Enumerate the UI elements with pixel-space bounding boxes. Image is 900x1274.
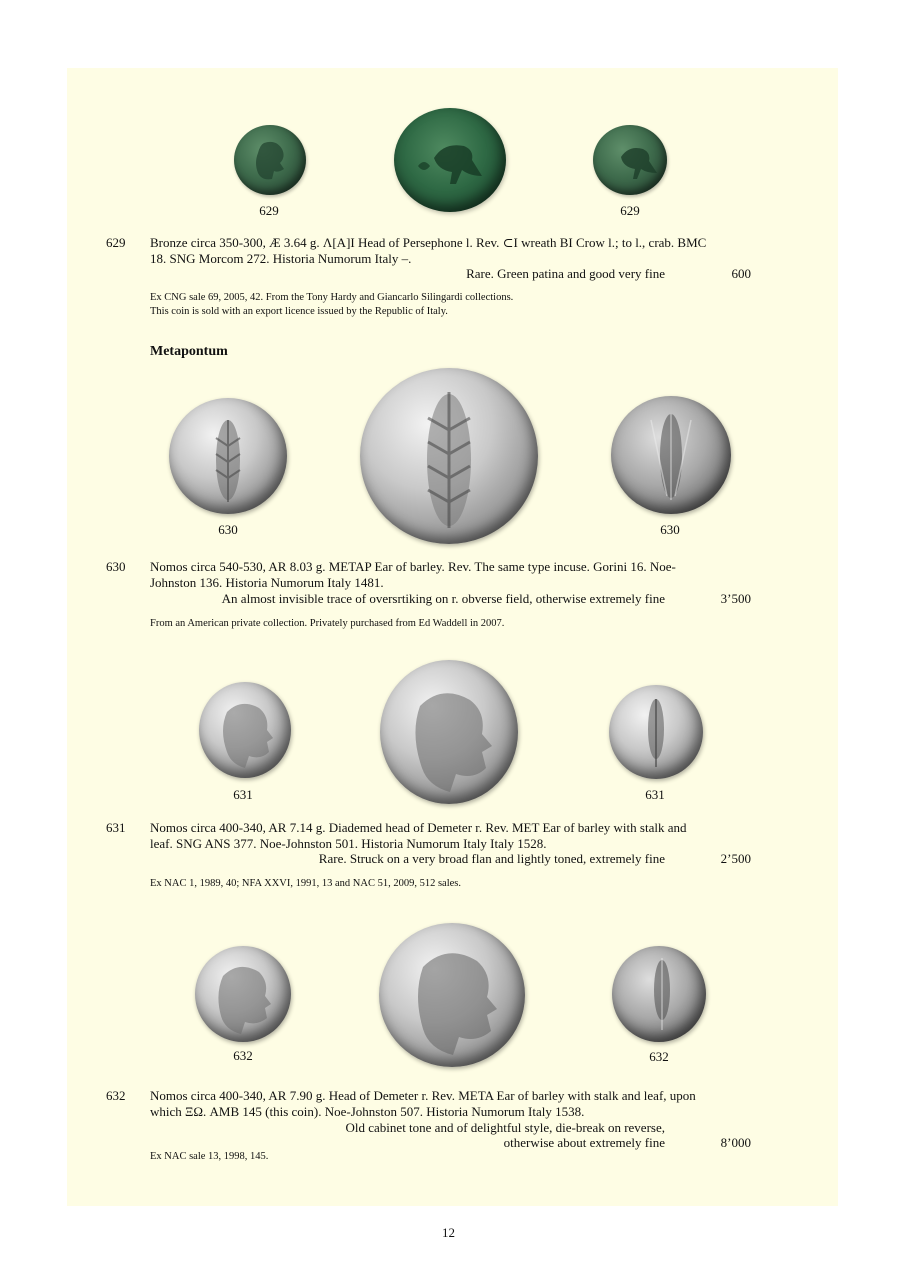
note-line: Ex NAC sale 13, 1998, 145. [150,1151,269,1162]
coin-629-obverse-image [234,125,306,195]
desc-line: 18. SNG Morcom 272. Historia Numorum Italy –. [150,251,412,266]
lot-provenance [150,1150,268,1164]
coin-632-obverse-image [195,946,291,1042]
lot-grade: Rare. Struck on a very broad flan and lightly toned, extremely fine [318,851,665,866]
lot-grade: Rare. Green patina and good very fine [466,266,665,281]
lot-number: 630 [106,559,126,574]
lot-grade-line: otherwise about extremely fine [503,1135,665,1150]
lot-description [150,820,752,852]
note-line: Ex CNG sale 69, 2005, 42. From the Tony Hardy and Giancarlo Silingardi collections. [150,292,514,303]
lot-estimate: 2’500 [720,851,751,866]
lot-provenance [150,291,513,319]
coin-631-large-image [380,660,518,804]
lot-number: 629 [106,235,126,250]
coin-label: 630 [660,522,680,537]
lot-grade-line: Old cabinet tone and of delightful style, die-break on reverse, [345,1120,665,1135]
page-number: 12 [442,1225,455,1240]
desc-line: Bronze circa 350-300, Æ 3.64 g. Λ[A]I Head of Persephone l. Rev. ⊂I wreath BI Crow l.; to l., crab. BMC [150,235,707,250]
desc-line: Nomos circa 540-530, AR 8.03 g. METAP Ear of barley. Rev. The same type incuse. Gorini 16. Noe- [150,559,676,574]
section-title: Metapontum [150,344,228,359]
coin-label: 630 [218,522,238,537]
lot-estimate: 3’500 [720,591,751,606]
note-line: From an American private collection. Privately purchased from Ed Waddell in 2007. [150,618,505,629]
lot-number: 632 [106,1088,126,1103]
coin-632-large-image [379,923,525,1067]
lot-provenance [150,617,504,631]
lot-description [150,235,752,267]
coin-label: 629 [620,203,640,218]
coin-630-obverse-image [169,398,287,514]
note-line: This coin is sold with an export licence issued by the Republic of Italy. [150,306,448,317]
coin-label: 632 [233,1048,253,1063]
coin-631-obverse-image [199,682,291,778]
coin-632-reverse-image [612,946,706,1042]
desc-line: which ΞΩ. AMB 145 (this coin). Noe-Johnston 507. Historia Numorum Italy 1538. [150,1104,585,1119]
desc-line: Nomos circa 400-340, AR 7.14 g. Diademed head of Demeter r. Rev. MET Ear of barley with stalk and [150,820,687,835]
lot-description [150,1088,752,1120]
coin-label: 632 [649,1049,669,1064]
coin-629-reverse-image [593,125,667,195]
coin-630-large-image [360,368,538,544]
coin-629-large-image [394,108,506,212]
lot-grade: An almost invisible trace of oversrtiking on r. obverse field, otherwise extremely fine [221,591,665,606]
lot-estimate: 600 [731,266,751,281]
lot-number: 631 [106,820,126,835]
lot-provenance [150,877,461,891]
note-line: Ex NAC 1, 1989, 40; NFA XXVI, 1991, 13 and NAC 51, 2009, 512 sales. [150,878,462,889]
lot-description [150,559,752,591]
lot-estimate: 8’000 [720,1135,751,1150]
coin-label: 629 [259,203,279,218]
coin-label: 631 [645,787,665,802]
desc-line: Johnston 136. Historia Numorum Italy 1481. [150,575,384,590]
coin-630-reverse-image [611,396,731,514]
desc-line: leaf. SNG ANS 377. Noe-Johnston 501. Historia Numorum Italy Italy 1528. [150,836,547,851]
coin-631-reverse-image [609,685,703,779]
desc-line: Nomos circa 400-340, AR 7.90 g. Head of Demeter r. Rev. META Ear of barley with stalk and leaf, upon [150,1088,696,1103]
coin-label: 631 [233,787,253,802]
